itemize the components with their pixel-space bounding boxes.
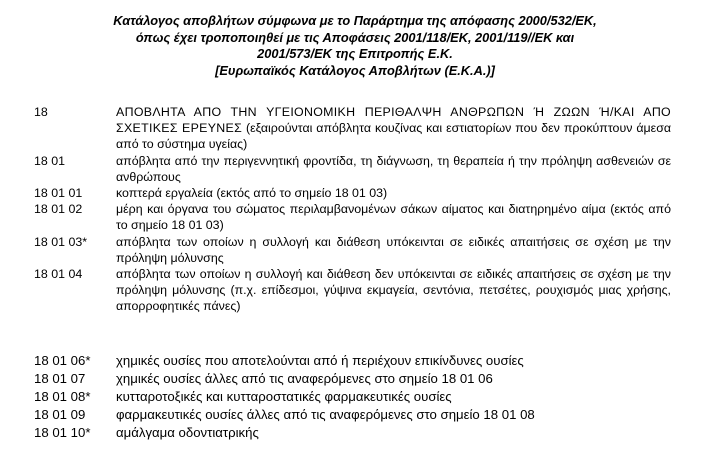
waste-code: 18 01 09 [34,407,86,422]
heading-line-1: Κατάλογος αποβλήτων σύμφωνα με το Παράρτημα της απόφασης 2000/532/ΕΚ, [113,13,597,28]
waste-code: 18 01 02 [34,202,83,216]
heading-line-4: [Ευρωπαϊκός Κατάλογος Αποβλήτων (Ε.Κ.Α.)] [215,62,495,78]
waste-description: χημικές ουσίες άλλες από τις αναφερόμενες στο σημείο 18 01 06 [116,371,493,386]
waste-description: απόβλητα των οποίων η συλλογή και διάθεση δεν υπόκεινται σε ειδικές απαιτήσεις σε σχέση με την πρόληψη μόλυνσης (π.χ. επίδεσμοι, γύψινα εκμαγεία, σεντόνια, πετσέτες, ρουχισμός μιας χρήσης, απορροφητικές πάνες) [116,267,671,314]
heading-line-2: όπως έχει τροποποιηθεί με τις Αποφάσεις 2001/118/ΕΚ, 2001/119//ΕΚ και [135,29,575,45]
heading-line-3: 2001/573/ΕΚ της Επιτροπής Ε.Κ. [257,46,453,61]
waste-description: χημικές ουσίες που αποτελούνται από ή περιέχουν επικίνδυνες ουσίες [116,353,524,368]
waste-description [116,104,671,153]
waste-description: φαρμακευτικές ουσίες άλλες από τις αναφερόμενες στο σημείο 18 01 08 [116,407,535,422]
waste-code: 18 01 08* [34,389,91,404]
waste-description-note: (εξαιρούνται απόβλητα κουζίνας και εστιατορίων που δεν προκύπτουν άμεσα από το σύστημα υγείας) [116,121,672,152]
waste-code: 18 01 03* [34,235,88,249]
waste-code: 18 01 10* [34,425,91,440]
waste-code: 18 01 06* [34,353,91,368]
waste-description: αμάλγαμα οδοντιατρικής [116,425,259,440]
waste-description: απόβλητα από την περιγεννητική φροντίδα, τη διάγνωση, τη θεραπεία ή την πρόληψη ασθενειών σε ανθρώπους [116,154,671,185]
waste-description: κοπτερά εργαλεία (εκτός από το σημείο 18 01 03) [116,186,388,200]
waste-code: 18 01 07 [34,371,86,386]
waste-code: 18 01 [34,154,66,168]
document-heading [60,13,650,79]
waste-description-caps: ΑΠΟΒΛΗΤΑ ΑΠΟ ΤΗΝ ΥΓΕΙΟΝΟΜΙΚΗ ΠΕΡΙΘΑΛΨΗ ΑΝΘΡΩΠΩΝ Ή ΖΩΩΝ Ή/ΚΑΙ ΑΠΟ ΣΧΕΤΙΚΕΣ ΕΡΕΥΝΕΣ [116,105,671,136]
waste-code: 18 01 01 [34,186,83,200]
waste-description: κυτταροτοξικές και κυτταροστατικές φαρμακευτικές ουσίες [116,389,452,404]
waste-description: απόβλητα των οποίων η συλλογή και διάθεση υπόκεινται σε ειδικές απαιτήσεις σε σχέση με την πρόληψη μόλυνσης [116,235,671,266]
waste-description: μέρη και όργανα του σώματος περιλαμβανομένων σάκων αίματος και διατηρημένο αίμα (εκτός από το σημείο 18 01 03) [116,202,671,233]
waste-code: 18 01 04 [34,267,83,281]
waste-code: 18 [34,105,48,119]
